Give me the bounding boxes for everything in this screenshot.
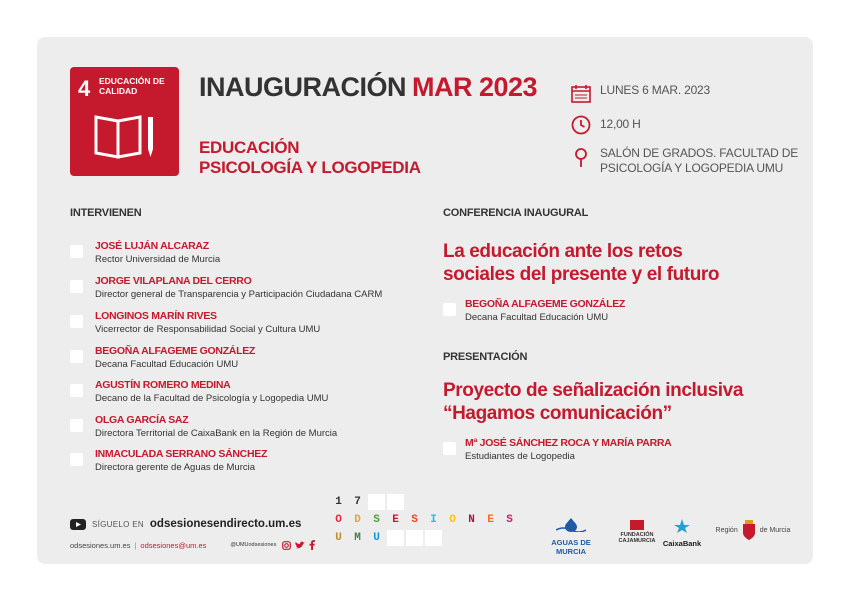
water-drop-icon bbox=[556, 518, 586, 532]
logo-cell: 7 bbox=[354, 496, 361, 508]
logo-cell: U bbox=[373, 532, 380, 544]
stream-info bbox=[70, 518, 301, 530]
logo-cell: E bbox=[392, 514, 399, 526]
conference-title bbox=[443, 240, 719, 286]
speaker-role: Directora Territorial de CaixaBank en la Región de Murcia bbox=[95, 428, 338, 439]
title-date: MAR 2023 bbox=[412, 72, 538, 102]
speaker-name: AGUSTÍN ROMERO MEDINA bbox=[95, 379, 231, 391]
logo-cell: 1 bbox=[335, 496, 342, 508]
logo-blank-cell bbox=[425, 530, 442, 546]
info-time bbox=[570, 114, 641, 136]
logo-blank-cell bbox=[368, 494, 385, 510]
bullet-box bbox=[70, 280, 83, 293]
presentation-title-line-2: “Hagamos comunicación” bbox=[443, 403, 672, 424]
caixabank-logo bbox=[662, 518, 702, 548]
info-place bbox=[570, 146, 798, 176]
bullet-box bbox=[70, 453, 83, 466]
calendar-icon bbox=[570, 83, 592, 105]
presentation-title-line-1: Proyecto de señalización inclusiva bbox=[443, 380, 744, 401]
email-link[interactable]: odsesiones@um.es bbox=[140, 540, 207, 550]
logo-cell: M bbox=[354, 532, 361, 544]
social-handle: @UMUodsesiones bbox=[230, 542, 277, 548]
speaker-role: Directora gerente de Aguas de Murcia bbox=[95, 462, 256, 473]
speaker-name: OLGA GARCÍA SAZ bbox=[95, 414, 189, 426]
speaker-name: JORGE VILAPLANA DEL CERRO bbox=[95, 275, 252, 287]
instagram-icon[interactable] bbox=[282, 541, 291, 550]
speaker-role: Decano de la Facultad de Psicología y Logopedia UMU bbox=[95, 393, 329, 404]
region-label-1: Región bbox=[715, 526, 738, 534]
footer-links: odsesiones.um.es | odsesiones@um.es @UMUodsesiones bbox=[70, 540, 315, 550]
place-line-2: PSICOLOGÍA Y LOGOPEDIA UMU bbox=[600, 161, 784, 175]
speaker-name: Mª JOSÉ SÁNCHEZ ROCA Y MARÍA PARRA bbox=[465, 437, 672, 449]
sdg-title: EDUCACIÓN DE CALIDAD bbox=[99, 76, 165, 96]
event-subtitle bbox=[199, 138, 421, 178]
speaker-name: INMACULADA SERRANO SÁNCHEZ bbox=[95, 448, 268, 460]
logo-cell: S bbox=[411, 514, 418, 526]
logo-blank-cell bbox=[406, 530, 423, 546]
conference-title-line-2: sociales del presente y el futuro bbox=[443, 264, 720, 285]
region-murcia-logo bbox=[713, 520, 793, 540]
speaker-name: BEGOÑA ALFAGEME GONZÁLEZ bbox=[95, 345, 256, 357]
fundacion-cajamurcia-logo bbox=[614, 520, 660, 544]
speaker-name: JOSÉ LUJÁN ALCARAZ bbox=[95, 240, 209, 252]
twitter-icon[interactable] bbox=[295, 541, 305, 550]
speakers-heading: INTERVIENEN bbox=[70, 207, 142, 219]
conference-heading: CONFERENCIA INAUGURAL bbox=[443, 207, 589, 219]
logo-cell: O bbox=[335, 514, 342, 526]
coat-of-arms-icon bbox=[741, 520, 757, 540]
site-link[interactable]: odsesiones.um.es bbox=[70, 540, 131, 550]
place-line-1: SALÓN DE GRADOS. FACULTAD DE bbox=[600, 146, 798, 160]
speaker-role: Decana Facultad Educación UMU bbox=[465, 312, 609, 323]
cajamurcia-label-2: CAJAMURCIA bbox=[618, 538, 656, 544]
region-label-2: de Murcia bbox=[759, 526, 791, 534]
bullet-box bbox=[70, 384, 83, 397]
aguas-label: AGUAS DE MURCIA bbox=[551, 538, 591, 556]
sdg-number: 4 bbox=[78, 76, 91, 101]
cajamurcia-label-1: FUNDACIÓN bbox=[620, 532, 654, 538]
info-place-text bbox=[600, 146, 798, 176]
logo-blank-cell bbox=[387, 530, 404, 546]
speaker-role: Decana Facultad Educación UMU bbox=[95, 359, 239, 370]
bullet-box bbox=[70, 315, 83, 328]
info-date bbox=[570, 83, 710, 105]
stream-link[interactable]: odsesionesendirecto.um.es bbox=[149, 518, 302, 530]
caixabank-label: CaixaBank bbox=[662, 539, 702, 548]
subtitle-line-2: PSICOLOGÍA Y LOGOPEDIA bbox=[199, 158, 421, 177]
star-icon bbox=[673, 518, 691, 534]
cajamurcia-mark bbox=[630, 520, 644, 530]
logo-cell: S bbox=[373, 514, 380, 526]
speaker-role: Rector Universidad de Murcia bbox=[95, 254, 221, 265]
presentation-heading: PRESENTACIÓN bbox=[443, 351, 528, 363]
bullet-box bbox=[70, 245, 83, 258]
title-text: INAUGURACIÓN bbox=[199, 72, 406, 102]
speaker-role: Estudiantes de Logopedia bbox=[465, 451, 575, 462]
youtube-icon[interactable] bbox=[70, 519, 86, 530]
sdg-badge bbox=[70, 67, 179, 176]
subtitle-line-1: EDUCACIÓN bbox=[199, 138, 300, 157]
logo-cell: N bbox=[468, 514, 475, 526]
follow-label: SÍGUELO EN bbox=[92, 519, 144, 529]
speaker-role: Director general de Transparencia y Participación Ciudadana CARM bbox=[95, 289, 383, 300]
logo-blank-cell bbox=[387, 494, 404, 510]
bullet-box bbox=[443, 303, 456, 316]
logo-cell: O bbox=[449, 514, 456, 526]
speaker-name: BEGOÑA ALFAGEME GONZÁLEZ bbox=[465, 298, 626, 310]
logo-cell: I bbox=[430, 514, 437, 526]
logo-cell: U bbox=[335, 532, 342, 544]
location-pin-icon bbox=[570, 146, 592, 168]
info-date-text: LUNES 6 MAR. 2023 bbox=[600, 83, 710, 97]
logo-cell: D bbox=[354, 514, 361, 526]
logo-cell: E bbox=[487, 514, 494, 526]
facebook-icon[interactable] bbox=[309, 540, 315, 550]
page-title bbox=[199, 72, 537, 103]
conference-title-line-1: La educación ante los retos bbox=[443, 241, 683, 262]
aguas-de-murcia-logo bbox=[536, 518, 606, 556]
bullet-box bbox=[70, 419, 83, 432]
logo-cell: S bbox=[506, 514, 513, 526]
speaker-name: LONGINOS MARÍN RIVES bbox=[95, 310, 217, 322]
clock-icon bbox=[570, 114, 592, 136]
info-time-text: 12,00 H bbox=[600, 117, 641, 131]
bullet-box bbox=[70, 350, 83, 363]
book-pencil-icon bbox=[92, 111, 158, 161]
presentation-title bbox=[443, 379, 743, 425]
bullet-box bbox=[443, 442, 456, 455]
speaker-role: Vicerrector de Responsabilidad Social y Cultura UMU bbox=[95, 324, 321, 335]
